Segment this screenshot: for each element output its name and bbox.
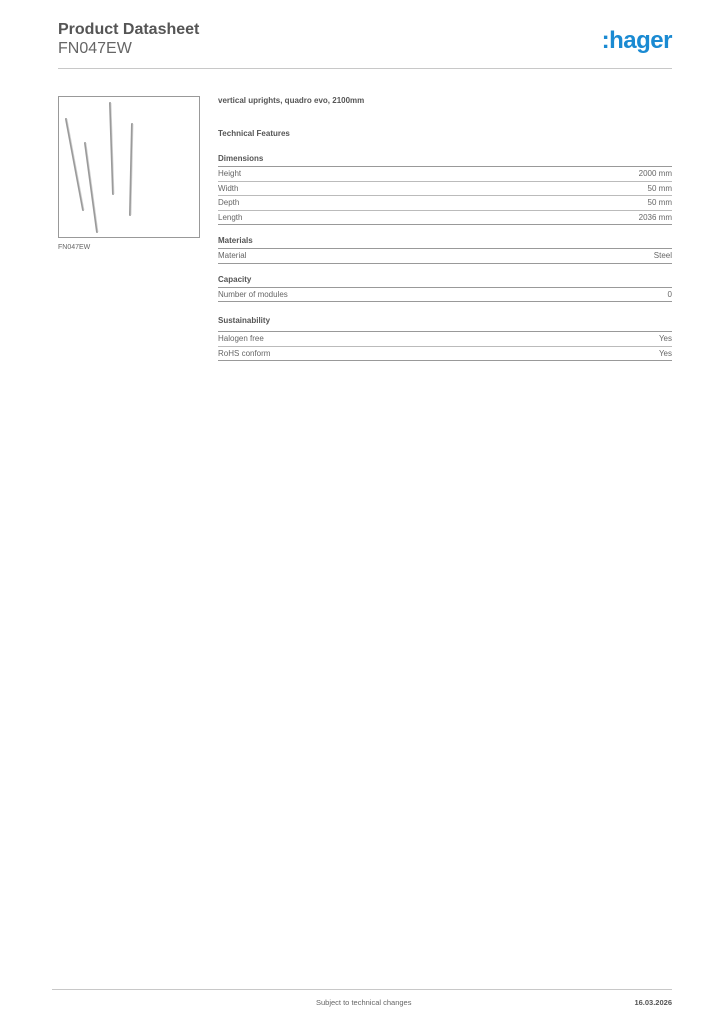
page-header — [58, 21, 672, 69]
spec-label: Number of modules — [218, 289, 288, 299]
spec-row — [218, 196, 672, 211]
footer-note: Subject to technical changes — [316, 998, 412, 1007]
header-divider — [58, 68, 672, 69]
section-title: Dimensions — [218, 154, 672, 167]
spec-row — [218, 332, 672, 347]
spec-value: 50 mm — [647, 198, 672, 207]
spec-label: Depth — [218, 198, 240, 207]
footer-date: 16.03.2026 — [634, 998, 672, 1007]
hager-logo: :hager — [601, 27, 672, 54]
image-caption: FN047EW — [58, 244, 91, 251]
spec-value: 2036 mm — [638, 212, 672, 222]
spec-label: Halogen free — [218, 334, 264, 343]
spec-row — [218, 182, 672, 197]
section-title: Sustainability — [218, 316, 672, 332]
section-title: Capacity — [218, 275, 672, 288]
spec-value: Yes — [658, 334, 672, 343]
spec-row — [218, 347, 672, 362]
spec-label: Height — [218, 169, 242, 178]
section-sustainability — [218, 316, 672, 361]
footer-divider — [52, 989, 672, 990]
document-title: Product Datasheet — [58, 21, 200, 38]
spec-value: 0 — [667, 289, 672, 299]
specifications — [218, 96, 672, 361]
spec-row — [218, 211, 672, 226]
spec-label: Width — [218, 183, 239, 193]
spec-row — [218, 167, 672, 182]
spec-label: Material — [218, 251, 247, 260]
product-image — [58, 96, 200, 238]
spec-row — [218, 249, 672, 264]
spec-label: Length — [218, 212, 243, 222]
uprights-illustration — [59, 97, 199, 237]
spec-row — [218, 288, 672, 303]
spec-value: Yes — [658, 348, 672, 358]
section-dimensions — [218, 154, 672, 225]
spec-value: Steel — [653, 251, 672, 260]
product-code: FN047EW — [58, 40, 132, 57]
technical-features-title: Technical Features — [218, 129, 290, 138]
spec-label: RoHS conform — [218, 348, 271, 358]
section-materials — [218, 236, 672, 264]
spec-value: 50 mm — [647, 183, 672, 193]
section-title: Materials — [218, 236, 672, 249]
section-capacity — [218, 275, 672, 303]
product-description: vertical uprights, quadro evo, 2100mm — [218, 96, 365, 105]
spec-value: 2000 mm — [638, 169, 672, 178]
